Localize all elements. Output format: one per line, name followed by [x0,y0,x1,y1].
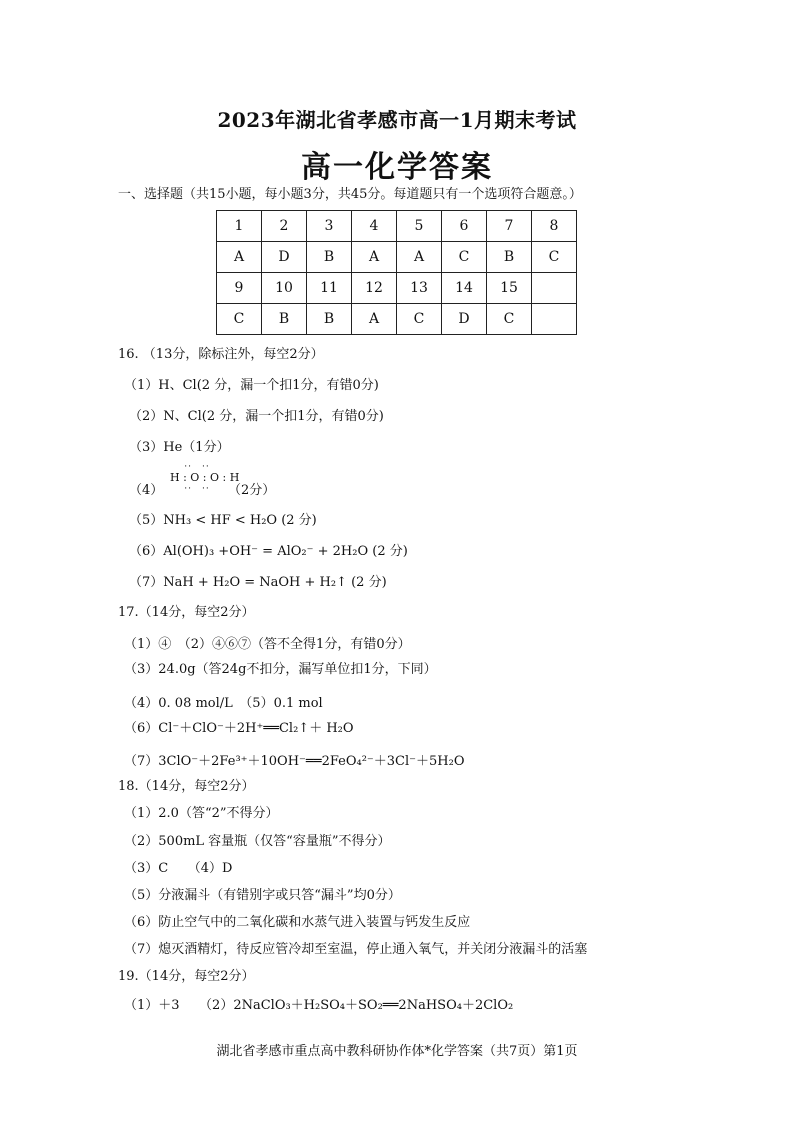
page-title: 2023年湖北省孝感市高一1月期末考试 [217,108,577,132]
table-cell: B [307,304,352,335]
answer-line: （7）熄灭酒精灯，待反应管冷却至室温，停止通入氧气，并关闭分液漏斗的活塞 [124,942,588,957]
answer-line: （5）NH₃ < HF < H₂O (2 分) [129,513,317,528]
page-footer: 湖北省孝感市重点高中教科研协作体*化学答案（共7页）第1页 [216,1044,578,1059]
table-cell: B [307,242,352,273]
table-cell: 8 [532,211,577,242]
table-cell: C [487,304,532,335]
answer-line: （3）He（1分） [129,440,230,455]
electron-dot-text: H : O : O : H [170,471,240,484]
table-cell: A [397,242,442,273]
question-18-heading: 18.（14分，每空2分） [118,779,255,794]
table-cell: C [217,304,262,335]
table-cell [532,304,577,335]
table-cell: C [532,242,577,273]
table-cell: C [442,242,487,273]
answer-line: （1）H、Cl(2 分，漏一个扣1分，有错0分) [124,378,379,393]
table-cell: C [397,304,442,335]
table-cell: 4 [352,211,397,242]
answer-line: （3）24.0g（答24g不扣分，漏写单位扣1分，下同） [124,662,437,677]
answer-line: （1）＋3 （2）2NaClO₃＋H₂SO₄＋SO₂══2NaHSO₄＋2ClO₂ [124,998,514,1013]
answer-line: （6）防止空气中的二氧化碳和水蒸气进入装置与钙发生反应 [124,915,471,930]
electron-dot-formula: ·· ·· H : O : O : H ·· ·· [170,462,240,494]
table-cell: 14 [442,273,487,304]
question-19-heading: 19.（14分，每空2分） [118,969,255,984]
answer-line: （2分） [228,483,276,498]
table-cell [532,273,577,304]
answer-line: （1）2.0（答“2”不得分） [124,806,279,821]
answer-line: （2）500mL 容量瓶（仅答“容量瓶”不得分） [124,834,391,849]
table-cell: B [262,304,307,335]
table-cell: D [442,304,487,335]
table-cell: 9 [217,273,262,304]
table-cell: A [352,242,397,273]
answer-line: （4）0. 08 mol/L （5）0.1 mol [124,696,323,711]
table-cell: 11 [307,273,352,304]
table-cell: 12 [352,273,397,304]
table-cell: 6 [442,211,487,242]
table-row [217,304,577,335]
table-cell: 1 [217,211,262,242]
answer-line: （5）分液漏斗（有错别字或只答“漏斗”均0分） [124,888,401,903]
table-cell: 5 [397,211,442,242]
table-cell: 13 [397,273,442,304]
question-16-heading: 16. （13分，除标注外，每空2分） [118,347,324,362]
table-cell: 3 [307,211,352,242]
table-cell: 15 [487,273,532,304]
answer-line: （6）Al(OH)₃ +OH⁻ = AlO₂⁻ + 2H₂O (2 分) [129,544,408,559]
section-heading: 一、选择题（共15小题，每小题3分，共45分。每道题只有一个选项符合题意。） [118,187,582,202]
table-cell: 2 [262,211,307,242]
table-cell: D [262,242,307,273]
table-row [217,273,577,304]
table-cell: A [217,242,262,273]
answer-line: （7）3ClO⁻＋2Fe³⁺＋10OH⁻══2FeO₄²⁻＋3Cl⁻＋5H₂O [124,754,465,769]
answer-line: （3）C （4）D [124,861,233,876]
table-cell: B [487,242,532,273]
table-cell: 10 [262,273,307,304]
answer-line: （6）Cl⁻＋ClO⁻＋2H⁺══Cl₂↑＋ H₂O [124,721,354,736]
page-subtitle: 高一化学答案 [301,150,493,185]
answer-line: （1）④ （2）④⑥⑦（答不全得1分，有错0分） [124,637,411,652]
answer-line: （2）N、Cl(2 分，漏一个扣1分，有错0分) [129,409,384,424]
table-cell: A [352,304,397,335]
table-row [217,211,577,242]
table-row [217,242,577,273]
question-17-heading: 17.（14分，每空2分） [118,605,255,620]
table-cell: 7 [487,211,532,242]
answer-line: （7）NaH + H₂O = NaOH + H₂↑ (2 分) [129,575,387,590]
answer-table [216,210,577,335]
answer-line: （4） [129,483,164,498]
